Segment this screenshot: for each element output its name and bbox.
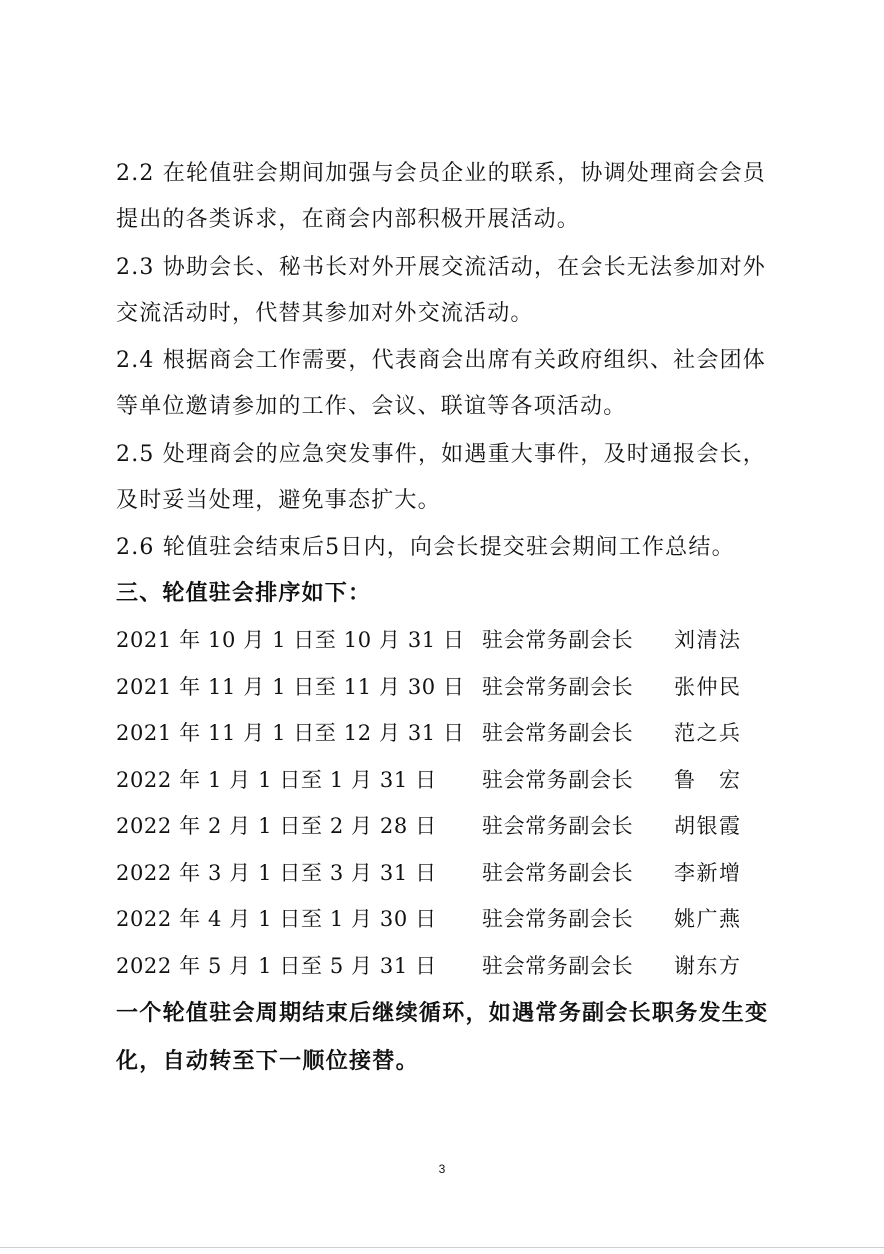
page-bottom-divider [0,1247,884,1248]
schedule-person: 姚广燕 [674,907,742,931]
section-heading-text: 三、轮值驻会排序如下： [116,581,372,606]
schedule-row [116,850,776,897]
schedule-row [116,803,776,850]
schedule-role: 驻会常务副会长 [482,860,634,885]
schedule-person: 李新增 [674,860,742,885]
schedule-row [116,617,776,664]
schedule-row [116,896,776,943]
paragraph-2-4 [116,338,776,430]
schedule-date: 2021 年 11 月 1 日至 11 月 30 日 [116,674,465,699]
schedule-date: 2022 年 4 月 1 日至 1 月 30 日 [116,907,437,931]
section-heading [116,571,776,617]
schedule-date: 2021 年 11 月 1 日至 12 月 31 日 [116,721,465,745]
schedule-role: 驻会常务副会长 [482,767,634,792]
paragraph-line: 等单位邀请参加的工作、会议、联谊等各项活动。 [116,394,627,419]
schedule-person: 刘清法 [674,628,742,652]
schedule-row [116,710,776,757]
schedule-role: 驻会常务副会长 [482,721,634,745]
schedule-date: 2022 年 2 月 1 日至 2 月 28 日 [116,814,437,838]
paragraph-2-6 [116,525,776,571]
paragraph-line: 2.6 轮值驻会结束后5日内，向会长提交驻会期间工作总结。 [116,535,735,560]
schedule-role: 驻会常务副会长 [482,674,634,699]
schedule-person: 张仲民 [674,674,742,699]
paragraph-line: 交流活动时，代替其参加对外交流活动。 [116,301,534,326]
closing-line: 化，自动转至下一顺位接替。 [116,1049,419,1074]
paragraph-line: 及时妥当处理，避免事态扩大。 [116,488,441,513]
paragraph-line: 2.5 处理商会的应急突发事件，如遇重大事件，及时通报会长， [116,442,766,467]
schedule-row [116,664,776,711]
schedule-date: 2022 年 3 月 1 日至 3 月 31 日 [116,860,437,885]
schedule-person: 谢东方 [674,953,742,978]
schedule-row [116,943,776,990]
schedule-row [116,757,776,804]
schedule-date: 2022 年 5 月 1 日至 5 月 31 日 [116,953,437,978]
schedule-person: 范之兵 [674,721,742,745]
schedule-person: 胡银霞 [674,814,742,838]
paragraph-line: 2.2 在轮值驻会期间加强与会员企业的联系，协调处理商会会员 [116,161,766,186]
schedule-role: 驻会常务副会长 [482,628,634,652]
closing-note [116,990,781,1086]
paragraph-2-5 [116,432,776,524]
paragraph-2-3 [116,245,776,337]
paragraph-line: 2.4 根据商会工作需要，代表商会出席有关政府组织、社会团体 [116,348,766,373]
paragraph-line: 提出的各类诉求，在商会内部积极开展活动。 [116,207,581,232]
rotation-schedule [116,617,776,989]
schedule-role: 驻会常务副会长 [482,907,634,931]
paragraph-2-2 [116,151,776,243]
schedule-person: 鲁 宏 [674,767,742,792]
schedule-role: 驻会常务副会长 [482,814,634,838]
page-number: 3 [438,1162,446,1176]
schedule-date: 2021 年 10 月 1 日至 10 月 31 日 [116,628,465,652]
schedule-date: 2022 年 1 月 1 日至 1 月 31 日 [116,767,437,792]
schedule-role: 驻会常务副会长 [482,953,634,978]
paragraph-line: 2.3 协助会长、秘书长对外开展交流活动，在会长无法参加对外 [116,255,766,280]
closing-line: 一个轮值驻会周期结束后继续循环，如遇常务副会长职务发生变 [116,1001,769,1026]
